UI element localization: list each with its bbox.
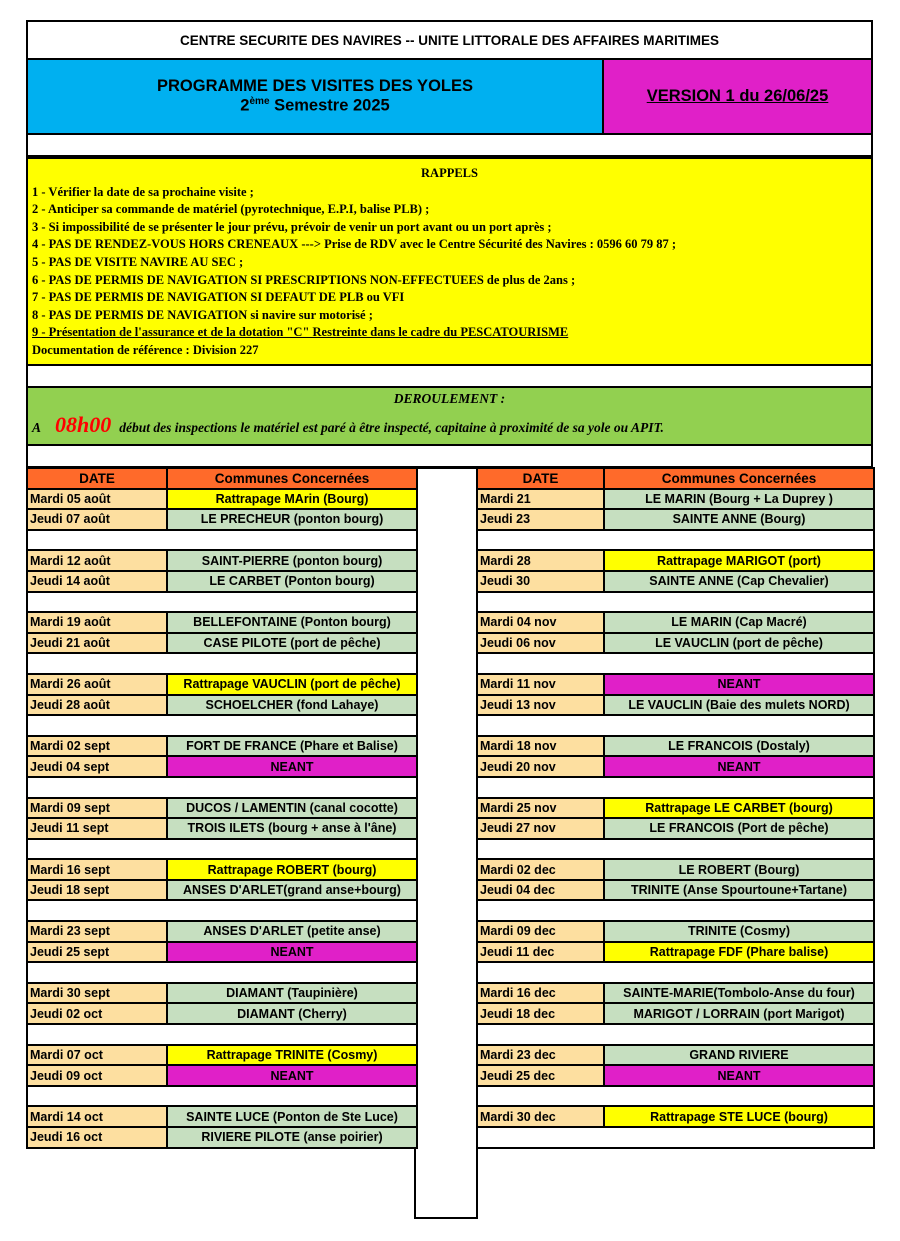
date-cell: Jeudi 11 sept bbox=[27, 818, 167, 839]
schedule-row bbox=[27, 859, 417, 880]
schedule-row bbox=[477, 756, 874, 777]
commune-cell: ANSES D'ARLET(grand anse+bourg) bbox=[167, 880, 417, 901]
rappel-line: 5 - PAS DE VISITE NAVIRE AU SEC ; bbox=[32, 254, 244, 269]
spacer-row bbox=[477, 777, 874, 798]
commune-cell: NEANT bbox=[167, 942, 417, 963]
date-cell: Jeudi 02 oct bbox=[27, 1003, 167, 1024]
schedule-row bbox=[477, 942, 874, 963]
date-column-header: DATE bbox=[27, 468, 167, 489]
commune-cell: LE FRANCOIS (Dostaly) bbox=[604, 736, 874, 757]
spacer-row bbox=[27, 1086, 417, 1107]
spacer-row bbox=[27, 715, 417, 736]
rappels-title: RAPPELS bbox=[421, 166, 478, 180]
schedule-row bbox=[477, 1003, 874, 1024]
commune-cell: Rattrapage ROBERT (bourg) bbox=[167, 859, 417, 880]
commune-cell: Rattrapage TRINITE (Cosmy) bbox=[167, 1045, 417, 1066]
table-header-row bbox=[27, 468, 417, 489]
spacer-row bbox=[477, 653, 874, 674]
spacer-row bbox=[477, 900, 874, 921]
spacer-row bbox=[27, 962, 417, 983]
schedule-row bbox=[27, 571, 417, 592]
spacer-row bbox=[26, 364, 873, 388]
deroulement-title: DEROULEMENT : bbox=[393, 391, 506, 406]
schedule-row bbox=[27, 942, 417, 963]
schedule-row bbox=[27, 1003, 417, 1024]
date-column-header: DATE bbox=[477, 468, 604, 489]
date-cell: Mardi 11 nov bbox=[477, 674, 604, 695]
commune-cell: LE PRECHEUR (ponton bourg) bbox=[167, 509, 417, 530]
commune-cell: NEANT bbox=[167, 756, 417, 777]
schedule-row bbox=[27, 1045, 417, 1066]
organization-header: CENTRE SECURITE DES NAVIRES -- UNITE LITTORALE DES AFFAIRES MARITIMES bbox=[26, 20, 873, 60]
schedule-row bbox=[27, 983, 417, 1004]
schedule-row bbox=[27, 1127, 417, 1148]
schedule-row bbox=[27, 756, 417, 777]
spacer-row bbox=[27, 592, 417, 613]
version-label: VERSION 1 du 26/06/25 bbox=[646, 87, 829, 105]
date-cell: Mardi 07 oct bbox=[27, 1045, 167, 1066]
date-cell: Jeudi 21 août bbox=[27, 633, 167, 654]
table-header-row bbox=[477, 468, 874, 489]
spacer-row bbox=[477, 1127, 874, 1148]
spacer-cell bbox=[477, 1127, 874, 1148]
commune-cell: Rattrapage MArin (Bourg) bbox=[167, 489, 417, 510]
date-cell: Mardi 26 août bbox=[27, 674, 167, 695]
date-cell: Mardi 04 nov bbox=[477, 612, 604, 633]
communes-column-header: Communes Concernées bbox=[604, 468, 874, 489]
schedule-row bbox=[477, 674, 874, 695]
rappel-line: 2 - Anticiper sa commande de matériel (pyrotechnique, E.P.I, balise PLB) ; bbox=[32, 202, 430, 217]
rappel-line: 4 - PAS DE RENDEZ-VOUS HORS CRENEAUX ---> Prise de RDV avec le Centre Sécurité des Navires : 0596 60 79 87 ; bbox=[32, 237, 677, 252]
spacer-row bbox=[26, 444, 873, 468]
commune-cell: TRINITE (Anse Spourtoune+Tartane) bbox=[604, 880, 874, 901]
semester-title: 2ème Semestre 2025 bbox=[240, 96, 390, 115]
schedule-row bbox=[27, 633, 417, 654]
spacer-row bbox=[477, 592, 874, 613]
spacer-cell bbox=[27, 653, 417, 674]
date-cell: Mardi 28 bbox=[477, 550, 604, 571]
spacer-cell bbox=[477, 962, 874, 983]
commune-cell: SAINTE LUCE (Ponton de Ste Luce) bbox=[167, 1106, 417, 1127]
spacer-row bbox=[27, 839, 417, 860]
commune-cell: SCHOELCHER (fond Lahaye) bbox=[167, 695, 417, 716]
date-cell: Jeudi 13 nov bbox=[477, 695, 604, 716]
spacer-cell bbox=[27, 530, 417, 551]
spacer-row bbox=[27, 900, 417, 921]
rappel-line: Documentation de référence : Division 227 bbox=[32, 342, 259, 357]
spacer-cell bbox=[477, 530, 874, 551]
date-cell: Jeudi 28 août bbox=[27, 695, 167, 716]
commune-cell: TROIS ILETS (bourg + anse à l'âne) bbox=[167, 818, 417, 839]
commune-cell: Rattrapage STE LUCE (bourg) bbox=[604, 1106, 874, 1127]
commune-cell: NEANT bbox=[604, 1065, 874, 1086]
spacer-cell bbox=[27, 777, 417, 798]
communes-column-header: Communes Concernées bbox=[167, 468, 417, 489]
commune-cell: TRINITE (Cosmy) bbox=[604, 921, 874, 942]
commune-cell: DIAMANT (Taupinière) bbox=[167, 983, 417, 1004]
date-cell: Jeudi 30 bbox=[477, 571, 604, 592]
column-separator bbox=[414, 467, 478, 1219]
commune-cell: RIVIERE PILOTE (anse poirier) bbox=[167, 1127, 417, 1148]
date-cell: Jeudi 07 août bbox=[27, 509, 167, 530]
schedule-row bbox=[477, 1065, 874, 1086]
schedule-row bbox=[477, 1106, 874, 1127]
commune-cell: LE VAUCLIN (port de pêche) bbox=[604, 633, 874, 654]
date-cell: Mardi 21 bbox=[477, 489, 604, 510]
commune-cell: NEANT bbox=[604, 756, 874, 777]
spacer-cell bbox=[27, 592, 417, 613]
date-cell: Mardi 30 sept bbox=[27, 983, 167, 1004]
spacer-cell bbox=[477, 715, 874, 736]
schedule-row bbox=[27, 509, 417, 530]
commune-cell: LE FRANCOIS (Port de pêche) bbox=[604, 818, 874, 839]
commune-cell: LE MARIN (Bourg + La Duprey ) bbox=[604, 489, 874, 510]
rappel-line: 9 - Présentation de l'assurance et de la dotation "C" Restreinte dans le cadre du PESCATOURISME bbox=[32, 325, 569, 340]
spacer-cell bbox=[477, 900, 874, 921]
commune-cell: GRAND RIVIERE bbox=[604, 1045, 874, 1066]
commune-cell: SAINTE-MARIE(Tombolo-Anse du four) bbox=[604, 983, 874, 1004]
schedule-row bbox=[477, 798, 874, 819]
start-time: 08h00 bbox=[55, 412, 112, 437]
date-cell: Mardi 09 sept bbox=[27, 798, 167, 819]
schedule-row bbox=[477, 921, 874, 942]
commune-cell: CASE PILOTE (port de pêche) bbox=[167, 633, 417, 654]
date-cell: Jeudi 04 sept bbox=[27, 756, 167, 777]
schedule-row bbox=[27, 798, 417, 819]
spacer-cell bbox=[477, 777, 874, 798]
spacer-row bbox=[477, 962, 874, 983]
schedule-row bbox=[477, 859, 874, 880]
commune-cell: Rattrapage MARIGOT (port) bbox=[604, 550, 874, 571]
spacer-cell bbox=[27, 715, 417, 736]
schedule-row bbox=[27, 550, 417, 571]
spacer-cell bbox=[477, 592, 874, 613]
commune-cell: Rattrapage VAUCLIN (port de pêche) bbox=[167, 674, 417, 695]
commune-cell: BELLEFONTAINE (Ponton bourg) bbox=[167, 612, 417, 633]
rappel-line: 3 - Si impossibilité de se présenter le jour prévu, prévoir de venir un port avant ou un port après ; bbox=[32, 219, 552, 234]
date-cell: Mardi 23 dec bbox=[477, 1045, 604, 1066]
date-cell: Mardi 02 sept bbox=[27, 736, 167, 757]
date-cell: Jeudi 25 dec bbox=[477, 1065, 604, 1086]
date-cell: Jeudi 20 nov bbox=[477, 756, 604, 777]
deroulement-box bbox=[26, 386, 873, 446]
date-cell: Mardi 12 août bbox=[27, 550, 167, 571]
date-cell: Mardi 16 dec bbox=[477, 983, 604, 1004]
date-cell: Mardi 09 dec bbox=[477, 921, 604, 942]
spacer-row bbox=[477, 530, 874, 551]
commune-cell: NEANT bbox=[167, 1065, 417, 1086]
spacer-cell bbox=[477, 653, 874, 674]
date-cell: Jeudi 18 sept bbox=[27, 880, 167, 901]
spacer-cell bbox=[477, 1024, 874, 1045]
deroulement-text: A 08h00 début des inspections le matériel est paré à être inspecté, capitaine à proximité de sa yole ou APIT. bbox=[32, 412, 664, 437]
spacer-cell bbox=[27, 1086, 417, 1107]
spacer-cell bbox=[27, 839, 417, 860]
schedule-row bbox=[27, 674, 417, 695]
rappel-line: 1 - Vérifier la date de sa prochaine visite ; bbox=[32, 184, 254, 199]
commune-cell: DIAMANT (Cherry) bbox=[167, 1003, 417, 1024]
date-cell: Jeudi 23 bbox=[477, 509, 604, 530]
date-cell: Mardi 14 oct bbox=[27, 1106, 167, 1127]
date-cell: Jeudi 16 oct bbox=[27, 1127, 167, 1148]
spacer-row bbox=[27, 530, 417, 551]
schedule-row bbox=[27, 1065, 417, 1086]
spacer-cell bbox=[27, 900, 417, 921]
schedule-row bbox=[477, 736, 874, 757]
commune-cell: NEANT bbox=[604, 674, 874, 695]
spacer-row bbox=[27, 653, 417, 674]
schedule-row bbox=[477, 633, 874, 654]
schedule-row bbox=[27, 921, 417, 942]
program-title: PROGRAMME DES VISITES DES YOLES bbox=[156, 77, 473, 96]
commune-cell: SAINTE ANNE (Bourg) bbox=[604, 509, 874, 530]
commune-cell: SAINT-PIERRE (ponton bourg) bbox=[167, 550, 417, 571]
date-cell: Jeudi 06 nov bbox=[477, 633, 604, 654]
commune-cell: MARIGOT / LORRAIN (port Marigot) bbox=[604, 1003, 874, 1024]
schedule-row bbox=[477, 880, 874, 901]
schedule-table-right bbox=[476, 467, 875, 1149]
date-cell: Mardi 25 nov bbox=[477, 798, 604, 819]
version-box bbox=[602, 58, 873, 135]
schedule-row bbox=[27, 612, 417, 633]
schedule-row bbox=[477, 612, 874, 633]
commune-cell: SAINTE ANNE (Cap Chevalier) bbox=[604, 571, 874, 592]
schedule-row bbox=[477, 550, 874, 571]
date-cell: Jeudi 25 sept bbox=[27, 942, 167, 963]
date-cell: Jeudi 11 dec bbox=[477, 942, 604, 963]
schedule-row bbox=[477, 489, 874, 510]
commune-cell: ANSES D'ARLET (petite anse) bbox=[167, 921, 417, 942]
schedule-row bbox=[477, 818, 874, 839]
schedule-row bbox=[27, 489, 417, 510]
spacer-row bbox=[477, 1024, 874, 1045]
schedule-row bbox=[27, 1106, 417, 1127]
spacer-cell bbox=[27, 962, 417, 983]
commune-cell: Rattrapage FDF (Phare balise) bbox=[604, 942, 874, 963]
schedule-row bbox=[477, 509, 874, 530]
date-cell: Jeudi 09 oct bbox=[27, 1065, 167, 1086]
rappel-line: 6 - PAS DE PERMIS DE NAVIGATION SI PRESCRIPTIONS NON-EFFECTUEES de plus de 2ans ; bbox=[32, 272, 576, 287]
schedule-row bbox=[27, 880, 417, 901]
commune-cell: LE MARIN (Cap Macré) bbox=[604, 612, 874, 633]
spacer-row bbox=[477, 1086, 874, 1107]
rappels-box bbox=[26, 157, 873, 366]
spacer-row bbox=[477, 839, 874, 860]
spacer-row bbox=[27, 777, 417, 798]
commune-cell: LE CARBET (Ponton bourg) bbox=[167, 571, 417, 592]
schedule-row bbox=[27, 736, 417, 757]
date-cell: Mardi 23 sept bbox=[27, 921, 167, 942]
schedule-table-left bbox=[26, 467, 418, 1149]
program-title-box bbox=[26, 58, 604, 135]
date-cell: Mardi 16 sept bbox=[27, 859, 167, 880]
spacer-cell bbox=[27, 1024, 417, 1045]
date-cell: Mardi 05 août bbox=[27, 489, 167, 510]
date-cell: Mardi 18 nov bbox=[477, 736, 604, 757]
date-cell: Jeudi 14 août bbox=[27, 571, 167, 592]
date-cell: Mardi 30 dec bbox=[477, 1106, 604, 1127]
commune-cell: FORT DE FRANCE (Phare et Balise) bbox=[167, 736, 417, 757]
commune-cell: Rattrapage LE CARBET (bourg) bbox=[604, 798, 874, 819]
rappel-line: 7 - PAS DE PERMIS DE NAVIGATION SI DEFAUT DE PLB ou VFI bbox=[32, 290, 405, 305]
schedule-row bbox=[477, 571, 874, 592]
spacer-row bbox=[27, 1024, 417, 1045]
date-cell: Mardi 02 dec bbox=[477, 859, 604, 880]
date-cell: Jeudi 27 nov bbox=[477, 818, 604, 839]
date-cell: Jeudi 04 dec bbox=[477, 880, 604, 901]
commune-cell: DUCOS / LAMENTIN (canal cocotte) bbox=[167, 798, 417, 819]
schedule-row bbox=[477, 1045, 874, 1066]
schedule-row bbox=[477, 983, 874, 1004]
commune-cell: LE VAUCLIN (Baie des mulets NORD) bbox=[604, 695, 874, 716]
schedule-row bbox=[27, 695, 417, 716]
schedule-row bbox=[27, 818, 417, 839]
spacer-row bbox=[26, 133, 873, 157]
commune-cell: LE ROBERT (Bourg) bbox=[604, 859, 874, 880]
rappel-line: 8 - PAS DE PERMIS DE NAVIGATION si navire sur motorisé ; bbox=[32, 307, 373, 322]
spacer-cell bbox=[477, 1086, 874, 1107]
schedule-row bbox=[477, 695, 874, 716]
date-cell: Jeudi 18 dec bbox=[477, 1003, 604, 1024]
date-cell: Mardi 19 août bbox=[27, 612, 167, 633]
spacer-cell bbox=[477, 839, 874, 860]
spacer-row bbox=[477, 715, 874, 736]
